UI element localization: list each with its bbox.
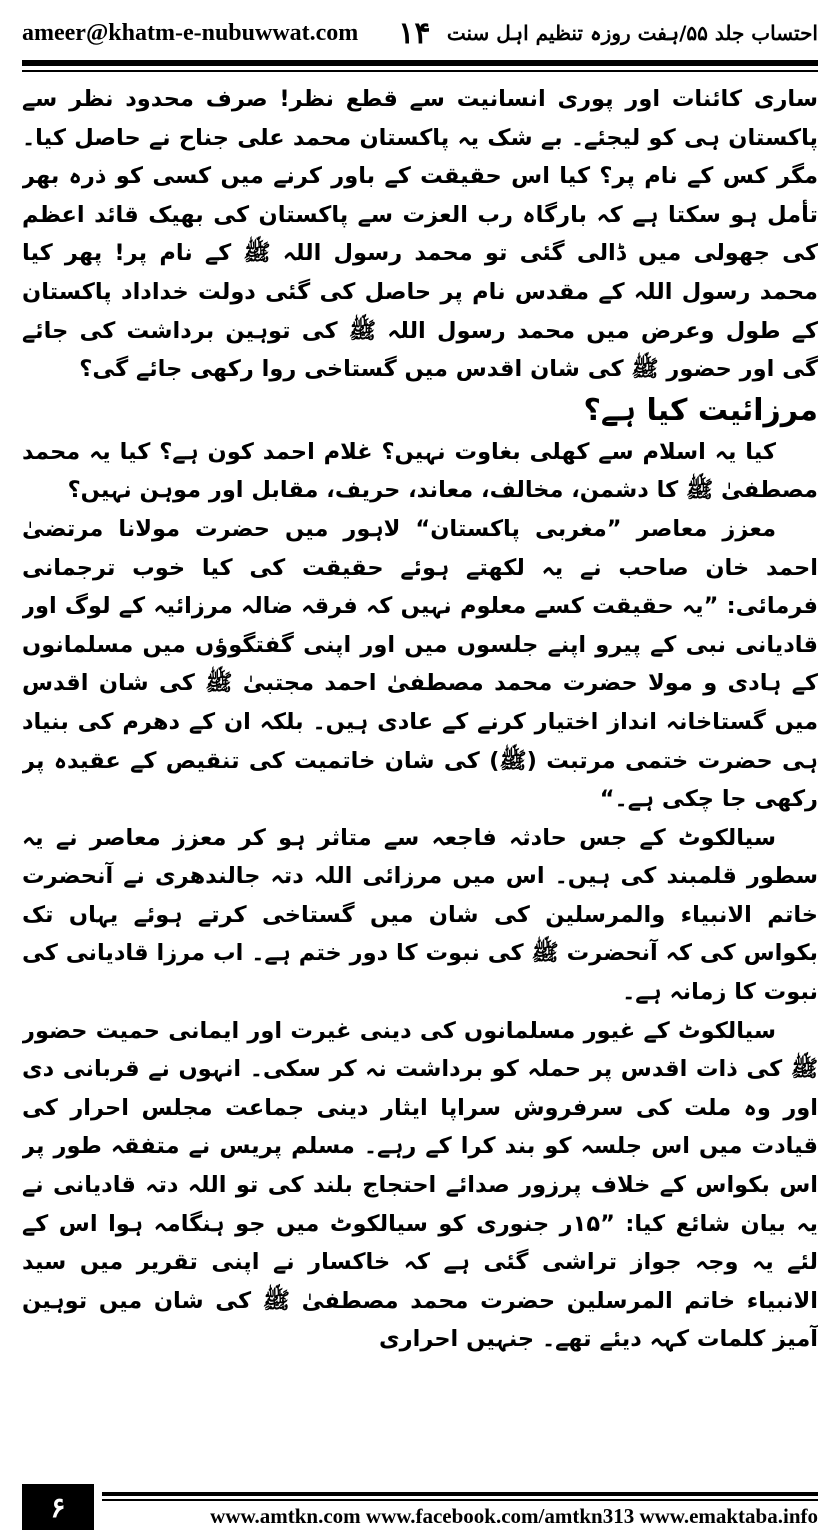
section-subheading: مرزائیت کیا ہے؟ [583, 392, 818, 428]
page-header [22, 8, 818, 58]
page-footer [22, 1484, 818, 1530]
paragraph-2: کیا یہ اسلام سے کھلی بغاوت نہیں؟ غلام احمد کون ہے؟ کیا یہ محمد مصطفیٰ ﷺ کا دشمن، مخالف، معاند، حریف، مقابل اور موہن نہیں؟ [22, 438, 818, 504]
header-email: ameer@khatm-e-nubuwwat.com [22, 19, 359, 46]
article-body [22, 80, 818, 1452]
header-rule-thin [22, 70, 818, 72]
footer-website-links: www.amtkn.com www.facebook.com/amtkn313 www.emaktaba.info [210, 1503, 818, 1528]
footer-page-number: ۶ [22, 1484, 94, 1530]
paragraph-1: ساری کائنات اور پوری انسانیت سے قطع نظر! صرف محدود نظر سے پاکستان ہی کو لیجئے۔ بے شک یہ پاکستان محمد علی جناح نے حاصل کیا۔ مگر کس کے نام پر؟ کیا اس حقیقت کے باور کرنے میں کسی کو ذرہ بھر تأمل ہو سکتا ہے کہ بارگاہ رب العزت سے پاکستان کی بھیک قائد اعظم کی جھولی میں ڈالی گئی تو محمد رسول اللہ ﷺ کے نام پر! پھر کیا محمد رسول اللہ کے مقدس نام پر حاصل کی گئی دولت خداداد پاکستان کے طول وعرض میں محمد رسول اللہ ﷺ کی توہین برداشت کی جائے گی اور حضور ﷺ کی شان اقدس میں گستاخی روا رکھی جائے گی؟ [22, 86, 818, 383]
paragraph-5: سیالکوٹ کے غیور مسلمانوں کی دینی غیرت اور ایمانی حمیت حضور ﷺ کی ذات اقدس پر حملہ کو برداشت نہ کر سکی۔ انہوں نے قربانی دی اور وہ ملت کی سرفروش سراپا ایثار دینی جماعت مجلس احرار کی قیادت میں اس جلسہ کو بند کرا کے رہے۔ مسلم پریس نے متفقہ طور پر اس بکواس کے خلاف پرزور صدائے احتجاج بلند کی تو اللہ دتہ قادیانی نے یہ بیان شائع کیا: ”۱۵ر جنوری کو سیالکوٹ میں جو ہنگامہ ہوا اس کے لئے یہ وجہ جواز تراشی گئی ہے کہ خاکسار نے اپنی تقریر میں سید الانبیاء خاتم المرسلین حضرت محمد مصطفیٰ ﷺ کی شان میں توہین آمیز کلمات کہہ دیئے تھے۔ جنہیں احراری [22, 1017, 818, 1353]
header-rule-thick [22, 60, 818, 66]
footer-rule-thick [102, 1492, 818, 1496]
footer-rule-thin [102, 1499, 818, 1501]
paragraph-3: معزز معاصر ”مغربی پاکستان“ لاہور میں حضرت مولانا مرتضیٰ احمد خان صاحب نے یہ لکھتے ہوئے حقیقت کی کیا خوب ترجمانی فرمائی: ”یہ حقیقت کسے معلوم نہیں کہ فرقہ ضالہ مرزائیہ کے لوگ اور قادیانی نبی کے پیرو اپنے جلسوں میں اور اپنی گفتگوؤں میں مسلمانوں کے ہادی و مولا حضرت محمد مصطفیٰ احمد مجتبیٰ ﷺ کی شان اقدس میں گستاخانہ انداز اختیار کرنے کے عادی ہیں۔ بلکہ ان کے دھرم کی بنیاد ہی حضرت ختمی مرتبت (ﷺ) کی شان خاتمیت کی تنقیص کے عقیدہ پر رکھی جا چکی ہے۔“ [22, 515, 818, 813]
footer-links-area [102, 1484, 818, 1530]
paragraph-4: سیالکوٹ کے جس حادثہ فاجعہ سے متاثر ہو کر معزز معاصر نے یہ سطور قلمبند کی ہیں۔ اس میں مرزائی اللہ دتہ جالندھری نے آنحضرت خاتم الانبیاء والمرسلین کی شان میں گستاخی کرتے ہوئے یہاں تک بکواس کی کہ آنحضرت ﷺ کی نبوت کا دور ختم ہے۔ اب مرزا قادیانی کی نبوت کا زمانہ ہے۔ [22, 824, 818, 1006]
header-publication-title: احتساب جلد ۵۵/ہفت روزہ تنظیم اہل سنت [446, 21, 818, 45]
header-page-number: ۱۴ [398, 15, 431, 51]
